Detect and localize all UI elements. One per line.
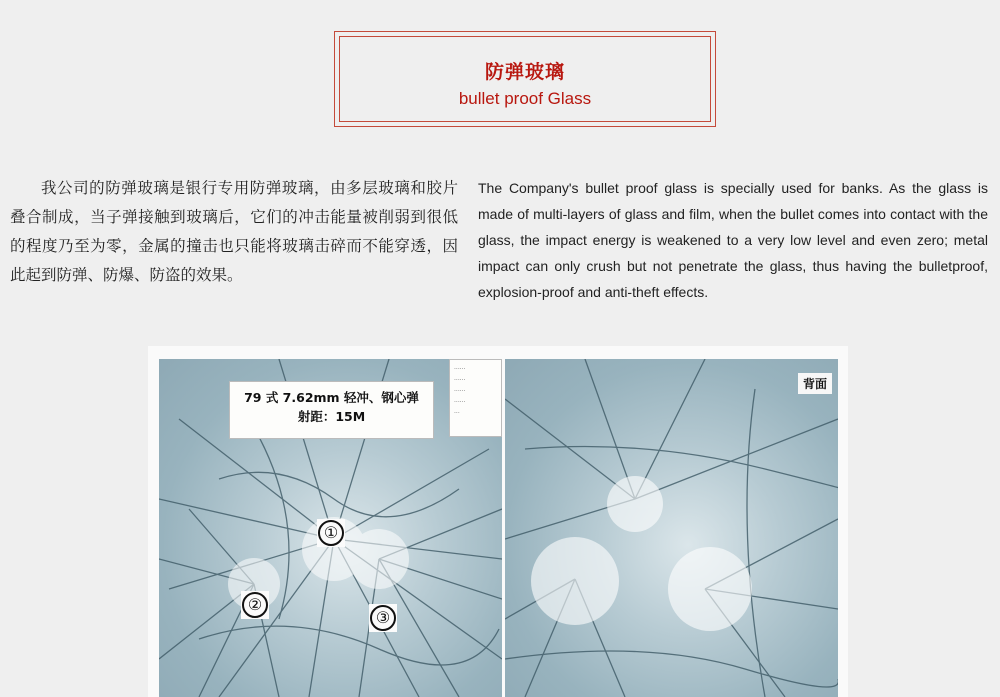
test-spec-line1: 79 式 7.62mm 轻冲、钢心弹 <box>244 390 419 405</box>
glass-back-photo <box>505 359 838 697</box>
test-spec-line2: 射距：15M <box>297 409 366 424</box>
description-english: The Company's bullet proof glass is specially used for banks. As the glass is made of multi-layers of glass and film, when the bullet comes into contact with the glass, the impact energy is weakened to a very low level and even zero; metal impact can only crush but not penetrate the glass, thus having the bulletproof, explosion-proof and anti-theft effects. <box>478 180 988 300</box>
glass-test-photos <box>148 346 848 697</box>
description-chinese: 我公司的防弹玻璃是银行专用防弹玻璃，由多层玻璃和胶片叠合制成，当子弹接触到玻璃后，它们的冲击能量被削弱到很低的程度乃至为零，金属的撞击也只能将玻璃击碎而不能穿透，因此起到防弹、防爆、防盗的效果。 <box>10 179 458 284</box>
page-title-chinese: 防弹玻璃 <box>484 61 565 83</box>
test-spec-card <box>229 381 434 439</box>
page-title-english: bullet proof Glass <box>458 89 592 108</box>
impact-marker-2: ② <box>241 591 269 619</box>
back-side-label: 背面 <box>798 373 832 394</box>
test-info-card: ······ ······ ······ ······ ··· <box>449 359 502 437</box>
glass-front-photo <box>159 359 502 697</box>
title-box <box>334 31 716 127</box>
impact-marker-3: ③ <box>369 604 397 632</box>
cracks-back-icon <box>505 359 838 697</box>
title-box-inner-border <box>339 36 711 122</box>
impact-marker-1: ① <box>317 519 345 547</box>
